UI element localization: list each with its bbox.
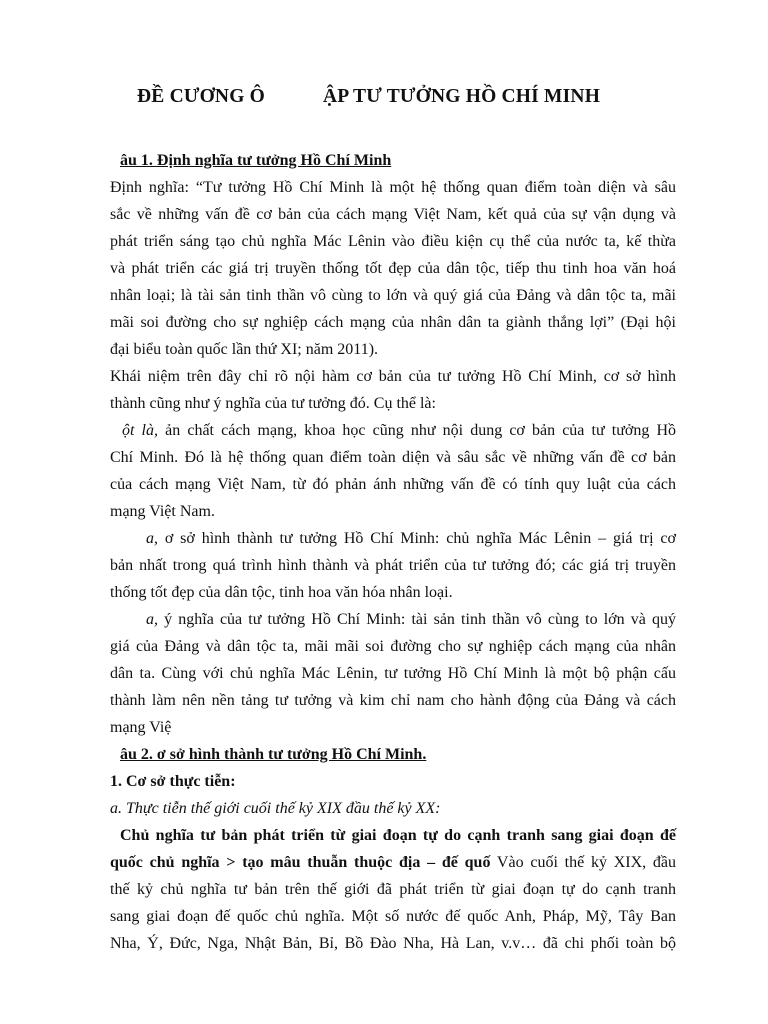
text-line: a, ơ sở hình thành tư tưởng Hồ Chí Minh: chủ nghĩa Mác Lênin – giá trị cơ xyxy=(146,530,676,547)
q1-heading-text: âu 1. Định nghĩa tư tưởng Hồ Chí Minh xyxy=(120,152,392,169)
text-line: phát triển sáng tạo chủ nghĩa Mác Lênin vào điều kiện cụ thể của nước ta, kế thừa xyxy=(110,233,676,250)
text-line: giá của Đảng và dân tộc ta, mãi mãi soi đường cho sự nghiệp cách mạng của nhân xyxy=(110,638,676,655)
paragraph-definition xyxy=(110,174,676,363)
text-line: sang giai đoạn đế quốc chủ nghĩa. Một số nước đế quốc Anh, Pháp, Mỹ, Tây Ban xyxy=(110,908,676,925)
text-line: Chủ nghĩa tư bản phát triển từ giai đoạn tự do cạnh tranh sang giai đoạn đế xyxy=(120,827,676,844)
paragraph-capitalism xyxy=(110,822,676,957)
text-line: mạng Việt Nam. xyxy=(110,503,215,520)
s1-heading-text: 1. Cơ sở thực tiễn: xyxy=(110,773,236,790)
section-1a-heading xyxy=(110,795,676,822)
text-line: mãi soi đường cho sự nghiệp cách mạng của nhân dân ta giành thắng lợi” (Đại hội xyxy=(110,314,676,331)
lead-word: a, xyxy=(146,530,158,547)
paragraph-first-point xyxy=(110,417,676,525)
text-line: bản nhất trong quá trình hình thành và phát triển của tư tưởng đó; các giá trị truyền xyxy=(110,557,676,574)
text-line: đại biểu toàn quốc lần thứ XI; năm 2011). xyxy=(110,341,379,358)
text-line: thành cũng như ý nghĩa của tư tưởng đó. Cụ thể là: xyxy=(110,395,436,412)
text-line: dân ta. Cùng với chủ nghĩa Mác Lênin, tư tưởng Hồ Chí Minh là một bộ phận cấu xyxy=(110,665,676,682)
text-line: mạng Việ xyxy=(110,719,172,736)
text-line: của cách mạng Việt Nam, từ đó phản ánh những vấn đề có tính quy luật của cách xyxy=(110,476,676,493)
text-line: và phát triển các giá trị truyền thống tốt đẹp của dân tộc, tiếp thu tinh hoa văn hoá xyxy=(110,260,676,277)
bold-phrase: quốc chủ nghĩa > tạo mâu thuẫn thuộc địa – đế quố xyxy=(110,854,491,871)
text-line: Chí Minh. Đó là hệ thống quan điểm toàn diện và sâu sắc về những vấn đề cơ bản xyxy=(110,449,676,466)
text-line: sắc về những vấn đề cơ bản của cách mạng Việt Nam, kết quả của sự vận dụng và xyxy=(110,206,676,223)
paragraph-third-point xyxy=(110,606,676,741)
text-line: ột là, ản chất cách mạng, khoa học cũng như nội dung cơ bản của tư tưởng Hồ xyxy=(122,422,677,439)
text-line: thành làm nên nền tảng tư tưởng và kim chỉ nam cho hành động của Đảng và cách xyxy=(110,692,676,709)
paragraph-second-point xyxy=(110,525,676,606)
s1a-heading-text: a. Thực tiễn thế giới cuối thế kỷ XIX đầu thế kỷ XX: xyxy=(110,800,441,817)
text-line: Khái niệm trên đây chỉ rõ nội hàm cơ bản của tư tưởng Hồ Chí Minh, cơ sở hình xyxy=(110,368,676,385)
text-line: Định nghĩa: “Tư tưởng Hồ Chí Minh là một hệ thống quan điểm toàn diện và sâu xyxy=(110,179,676,196)
text-line: thế kỷ chủ nghĩa tư bản trên thế giới đã phát triển từ giai đoạn tự do cạnh tranh xyxy=(110,881,676,898)
lead-word: ột là, xyxy=(122,422,159,439)
text-line: thống tốt đẹp của dân tộc, tinh hoa văn hóa nhân loại. xyxy=(110,584,453,601)
text-line: Nha, Ý, Đức, Nga, Nhật Bản, Bỉ, Bồ Đào Nha, Hà Lan, v.v… đã chi phối toàn bộ xyxy=(110,935,676,952)
title-left: ĐỀ CƯƠNG Ô xyxy=(137,86,266,107)
lead-word: a, xyxy=(146,611,158,628)
q2-heading-text: âu 2. ơ sở hình thành tư tưởng Hồ Chí Minh. xyxy=(120,746,427,763)
text-line: quốc chủ nghĩa > tạo mâu thuẫn thuộc địa – đế quố Vào cuối thế kỷ XIX, đầu xyxy=(110,854,677,871)
section-1-heading xyxy=(110,768,676,795)
title-right: ẬP TƯ TƯỞNG HỒ CHÍ MINH xyxy=(323,86,601,107)
question-1-heading xyxy=(110,147,676,174)
question-2-heading xyxy=(110,741,676,768)
text-line: a, ý nghĩa của tư tưởng Hồ Chí Minh: tài sản tinh thần vô cùng to lớn và quý xyxy=(146,611,676,628)
paragraph-concept xyxy=(110,363,676,417)
text-line: nhân loại; là tài sản tinh thần vô cùng to lớn và quý giá của Đảng và dân tộc ta, mãi xyxy=(110,287,676,304)
